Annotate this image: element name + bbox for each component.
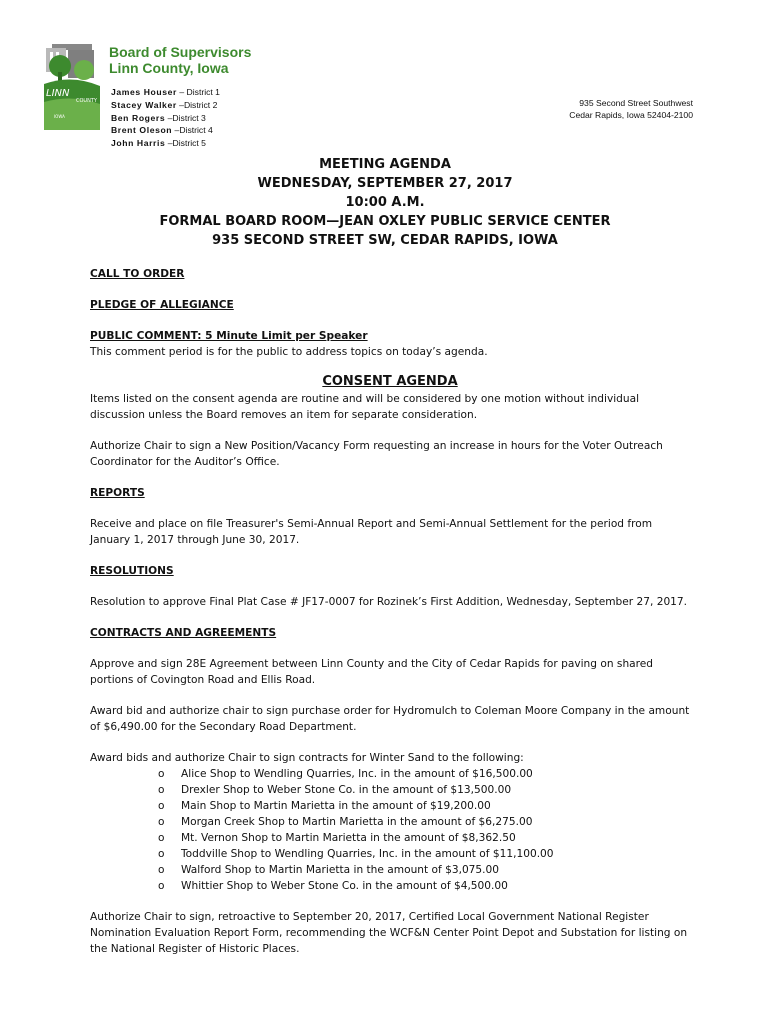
- pledge-heading: PLEDGE OF ALLEGIANCE: [90, 299, 234, 311]
- supervisor-name: James Houser: [111, 87, 177, 97]
- agenda-body: [90, 266, 690, 957]
- consent-agenda-heading: CONSENT AGENDA: [322, 374, 458, 389]
- spacer: [90, 610, 690, 625]
- contracts-item: Award bid and authorize chair to sign purchase order for Hydromulch to Coleman Moore Company in the amount of $6,490.00 for the Secondary Road Department.: [90, 705, 690, 733]
- list-item-text: Alice Shop to Wendling Quarries, Inc. in the amount of $16,500.00: [181, 768, 533, 780]
- supervisor-district: District 4: [179, 125, 213, 136]
- reports-item: Receive and place on file Treasurer's Semi-Annual Report and Semi-Annual Settlement for the period from January 1, 2017 through June 30, 2017.: [90, 518, 653, 546]
- spacer: [90, 360, 690, 373]
- supervisor-district: District 3: [172, 112, 206, 123]
- logo-text: LINN: [46, 88, 70, 99]
- logo-small-text: IOWA: [54, 114, 65, 119]
- address-line-1: 935 Second Street Southwest: [579, 98, 693, 108]
- meeting-date: WEDNESDAY, SEPTEMBER 27, 2017: [257, 176, 513, 191]
- spacer: [90, 313, 690, 328]
- contracts-item: Award bids and authorize Chair to sign contracts for Winter Sand to the following:: [90, 752, 524, 764]
- resolutions-item: Resolution to approve Final Plat Case # JF17-0007 for Rozinek’s First Addition, Wednesday, September 27, 2017.: [90, 596, 688, 608]
- winter-sand-list: [90, 766, 690, 894]
- bullet-mark: o: [158, 768, 165, 780]
- list-item: [90, 878, 690, 894]
- spacer: [90, 641, 690, 656]
- meeting-time: 10:00 A.M.: [345, 195, 425, 210]
- bullet-mark: o: [158, 784, 165, 796]
- supervisor-district: District 1: [186, 87, 220, 97]
- supervisor-name: John Harris: [111, 138, 166, 149]
- spacer: [90, 423, 690, 438]
- contracts-heading: CONTRACTS AND AGREEMENTS: [90, 627, 277, 639]
- list-item: [90, 830, 690, 846]
- bullet-mark: o: [158, 800, 165, 812]
- spacer: [90, 735, 690, 750]
- spacer: [90, 579, 690, 594]
- spacer: [90, 688, 690, 703]
- meeting-address: 935 SECOND STREET SW, CEDAR RAPIDS, IOWA: [212, 233, 558, 248]
- org-line-2: Linn County, Iowa: [109, 60, 229, 76]
- bullet-mark: o: [158, 880, 165, 892]
- supervisor-name: Stacey Walker: [111, 99, 177, 110]
- list-item-text: Walford Shop to Martin Marietta in the amount of $3,075.00: [181, 864, 500, 876]
- contracts-item: Authorize Chair to sign, retroactive to September 20, 2017, Certified Local Government National Register Nomination Evaluation Report Form, recommending the WCF&N Center Point Depot and Substation for listing on the National Register of Historic Places.: [90, 911, 688, 955]
- consent-agenda-text: Items listed on the consent agenda are routine and will be considered by one motion without individual discussion unless the Board removes an item for separate consideration.: [90, 393, 640, 421]
- list-item-text: Toddville Shop to Wendling Quarries, Inc. in the amount of $11,100.00: [181, 848, 554, 860]
- bullet-mark: o: [158, 864, 165, 876]
- spacer: [90, 470, 690, 485]
- linn-county-logo: [44, 44, 100, 130]
- list-item: [90, 798, 690, 814]
- bullet-mark: o: [158, 848, 165, 860]
- org-line-1: Board of Supervisors: [109, 44, 252, 60]
- supervisor-entry: Brent Oleson –District 4: [111, 125, 213, 136]
- list-item: [90, 766, 690, 782]
- list-item-text: Mt. Vernon Shop to Martin Marietta in the amount of $8,362.50: [181, 832, 516, 844]
- list-item: [90, 782, 690, 798]
- logo-subtext: COUNTY: [76, 98, 97, 104]
- meeting-title: MEETING AGENDA: [319, 157, 451, 172]
- supervisor-name: Brent Oleson: [111, 125, 173, 136]
- bullet-mark: o: [158, 816, 165, 828]
- bullet-mark: o: [158, 832, 165, 844]
- supervisor-district: District 2: [183, 99, 218, 110]
- supervisor-entry: Ben Rogers –District 3: [111, 112, 206, 123]
- list-item: [90, 814, 690, 830]
- supervisor-entry: James Houser – District 1: [111, 87, 220, 97]
- supervisor-entry: John Harris –District 5: [111, 138, 206, 149]
- list-item-text: Morgan Creek Shop to Martin Marietta in the amount of $6,275.00: [181, 816, 533, 828]
- list-item-text: Drexler Shop to Weber Stone Co. in the amount of $13,500.00: [181, 784, 512, 796]
- consent-item: Authorize Chair to sign a New Position/Vacancy Form requesting an increase in hours for the Voter Outreach Coordinator for the Auditor’s Office.: [90, 440, 663, 468]
- public-comment-heading: PUBLIC COMMENT: 5 Minute Limit per Speaker: [90, 330, 368, 342]
- reports-heading: REPORTS: [90, 487, 145, 499]
- spacer: [90, 894, 690, 909]
- supervisor-district: District 5: [172, 138, 206, 149]
- address-line-2: Cedar Rapids, Iowa 52404-2100: [569, 110, 693, 120]
- list-item-text: Whittier Shop to Weber Stone Co. in the amount of $4,500.00: [181, 880, 508, 892]
- spacer: [90, 282, 690, 297]
- supervisor-name: Ben Rogers: [111, 112, 166, 123]
- organization-name: [109, 44, 251, 76]
- supervisor-entry: Stacey Walker –District 2: [111, 99, 218, 110]
- call-to-order-heading: CALL TO ORDER: [90, 268, 185, 280]
- list-item: [90, 846, 690, 862]
- public-comment-text: This comment period is for the public to address topics on today’s agenda.: [90, 346, 488, 358]
- list-item: [90, 862, 690, 878]
- spacer: [90, 501, 690, 516]
- meeting-location: FORMAL BOARD ROOM—JEAN OXLEY PUBLIC SERVICE CENTER: [159, 214, 611, 229]
- supervisor-list: [111, 86, 220, 150]
- resolutions-heading: RESOLUTIONS: [90, 565, 174, 577]
- contracts-item: Approve and sign 28E Agreement between Linn County and the City of Cedar Rapids for paving on shared portions of Covington Road and Ellis Road.: [90, 658, 654, 686]
- list-item-text: Main Shop to Martin Marietta in the amount of $19,200.00: [181, 800, 491, 812]
- office-address: [569, 97, 693, 121]
- spacer: [90, 548, 690, 563]
- meeting-header: [0, 155, 770, 250]
